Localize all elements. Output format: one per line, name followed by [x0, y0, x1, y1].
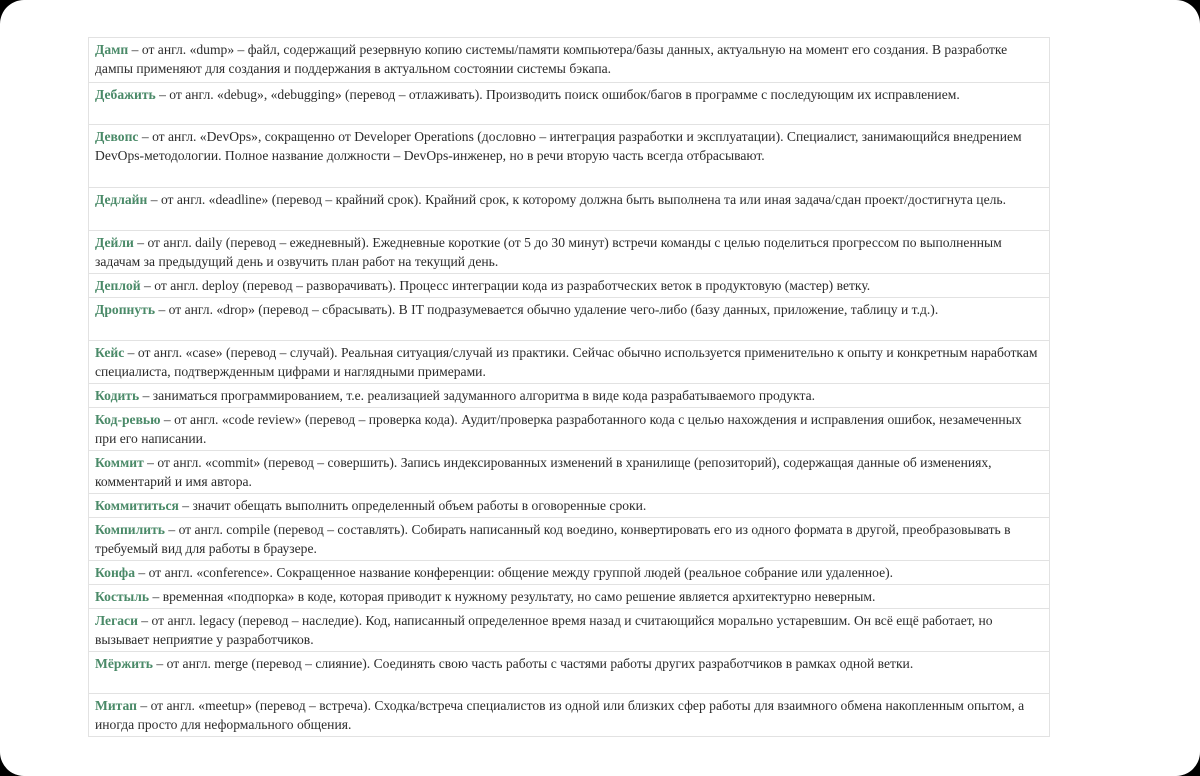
glossary-row [89, 694, 1050, 737]
glossary-definition: – от англ. «conference». Сокращенное название конференции: общение между группой людей (реальное собрание или удаленное). [135, 565, 894, 580]
glossary-definition: – от англ. legacy (перевод – наследие). Код, написанный определенное время назад и считающийся морально устаревшим. Он всё ещё работает, но вызывает неприятие у разработчиков. [95, 613, 993, 647]
glossary-cell [89, 341, 1050, 384]
glossary-row [89, 341, 1050, 384]
glossary-term: Деплой [95, 278, 141, 293]
glossary-term: Дедлайн [95, 192, 148, 207]
glossary-cell [89, 561, 1050, 585]
glossary-cell [89, 451, 1050, 494]
glossary-cell [89, 494, 1050, 518]
glossary-cell [89, 408, 1050, 451]
glossary-definition: – от англ. «code review» (перевод – проверка кода). Аудит/проверка разработанного кода с целью нахождения и исправления ошибок, незамеченных при его написании. [95, 412, 1022, 446]
glossary-definition: – от англ. «commit» (перевод – совершить). Запись индексированных изменений в хранилище (репозиторий), содержащая данные об изменениях, комментарий и имя автора. [95, 455, 992, 489]
glossary-term: Кейс [95, 345, 125, 360]
glossary-definition: – от англ. «DevOps», сокращенно от Developer Operations (дословно – интеграция разработки и эксплуатации). Специалист, занимающийся внедрением DevOps-методологии. Полное название должности – DevOps-инженер, но в речи вторую часть всегда отбрасывают. [95, 129, 1022, 163]
glossary-body [89, 38, 1050, 737]
glossary-term: Конфа [95, 565, 136, 580]
glossary-cell [89, 83, 1050, 125]
glossary-definition: – от англ. «meetup» (перевод – встреча). Сходка/встреча специалистов из одной или близких сфер работы для взаимного обмена накопленным опытом, а иногда просто для неформального общения. [95, 698, 1025, 732]
glossary-cell [89, 125, 1050, 188]
glossary-cell [89, 518, 1050, 561]
glossary-row [89, 561, 1050, 585]
glossary-term: Коммит [95, 455, 144, 470]
glossary-cell [89, 38, 1050, 83]
glossary-cell [89, 694, 1050, 737]
glossary-row [89, 274, 1050, 298]
glossary-row [89, 408, 1050, 451]
glossary-definition: – от англ. «deadline» (перевод – крайний срок). Крайний срок, к которому должна быть выполнена та или иная задача/сдан проект/достигнута цель. [147, 192, 1006, 207]
glossary-term: Дебажить [95, 87, 156, 102]
glossary-term: Мёржить [95, 656, 153, 671]
glossary-row [89, 384, 1050, 408]
glossary-term: Костыль [95, 589, 150, 604]
glossary-definition: – от англ. compile (перевод – составлять). Собирать написанный код воедино, конвертировать его из одного формата в другой, преобразовывать в требуемый вид для работы в браузере. [95, 522, 1011, 556]
glossary-cell [89, 585, 1050, 609]
glossary-definition: – временная «подпорка» в коде, которая приводит к нужному результату, но само решение является архитектурно неверным. [149, 589, 876, 604]
glossary-definition: – заниматься программированием, т.е. реализацией задуманного алгоритма в виде кода разрабатываемого продукта. [139, 388, 816, 403]
glossary-cell [89, 274, 1050, 298]
glossary-row [89, 652, 1050, 694]
glossary-cell [89, 298, 1050, 341]
glossary-row [89, 494, 1050, 518]
glossary-definition: – от англ. «dump» – файл, содержащий резервную копию системы/памяти компьютера/базы данных, актуальную на момент его создания. В разработке дампы применяют для создания и поддержания в актуальном состоянии системы бэкапа. [95, 42, 1008, 76]
glossary-cell [89, 188, 1050, 231]
glossary-row [89, 609, 1050, 652]
glossary-table [88, 37, 1050, 737]
glossary-definition: – от англ. deploy (перевод – разворачивать). Процесс интеграции кода из разработческих веток в продуктовую (мастер) ветку. [140, 278, 871, 293]
glossary-row [89, 451, 1050, 494]
glossary-term: Код-ревью [95, 412, 161, 427]
glossary-cell [89, 652, 1050, 694]
glossary-term: Кодить [95, 388, 140, 403]
glossary-term: Коммититься [95, 498, 179, 513]
glossary-row [89, 231, 1050, 274]
glossary-term: Дамп [95, 42, 129, 57]
glossary-definition: – от англ. daily (перевод – ежедневный). Ежедневные короткие (от 5 до 30 минут) встречи команды с целью поделиться прогрессом по выполненным задачам за предыдущий день и озвучить план работ на текущий день. [95, 235, 1002, 269]
glossary-row [89, 83, 1050, 125]
glossary-row [89, 188, 1050, 231]
glossary-cell [89, 384, 1050, 408]
glossary-term: Девопс [95, 129, 139, 144]
glossary-term: Дропнуть [95, 302, 156, 317]
glossary-definition: – от англ. «case» (перевод – случай). Реальная ситуация/случай из практики. Сейчас обычно используется применительно к опыту и конкретным наработкам специалиста, подтвержденным цифрами и наглядными примерами. [95, 345, 1038, 379]
glossary-term: Митап [95, 698, 137, 713]
glossary-cell [89, 609, 1050, 652]
glossary-definition: – значит обещать выполнить определенный объем работы в оговоренные сроки. [178, 498, 647, 513]
glossary-row [89, 585, 1050, 609]
glossary-term: Дейли [95, 235, 134, 250]
glossary-definition: – от англ. «drop» (перевод – сбрасывать). В IT подразумевается обычно удаление чего-либо (базу данных, приложение, таблицу и т.д.). [155, 302, 939, 317]
glossary-definition: – от англ. «debug», «debugging» (перевод – отлаживать). Производить поиск ошибок/багов в программе с последующим их исправлением. [155, 87, 960, 102]
glossary-cell [89, 231, 1050, 274]
glossary-row [89, 518, 1050, 561]
glossary-row [89, 298, 1050, 341]
glossary-row [89, 38, 1050, 83]
glossary-term: Легаси [95, 613, 138, 628]
glossary-definition: – от англ. merge (перевод – слияние). Соединять свою часть работы с частями работы других разработчиков в рамках одной ветки. [152, 656, 914, 671]
glossary-row [89, 125, 1050, 188]
glossary-term: Компилить [95, 522, 165, 537]
